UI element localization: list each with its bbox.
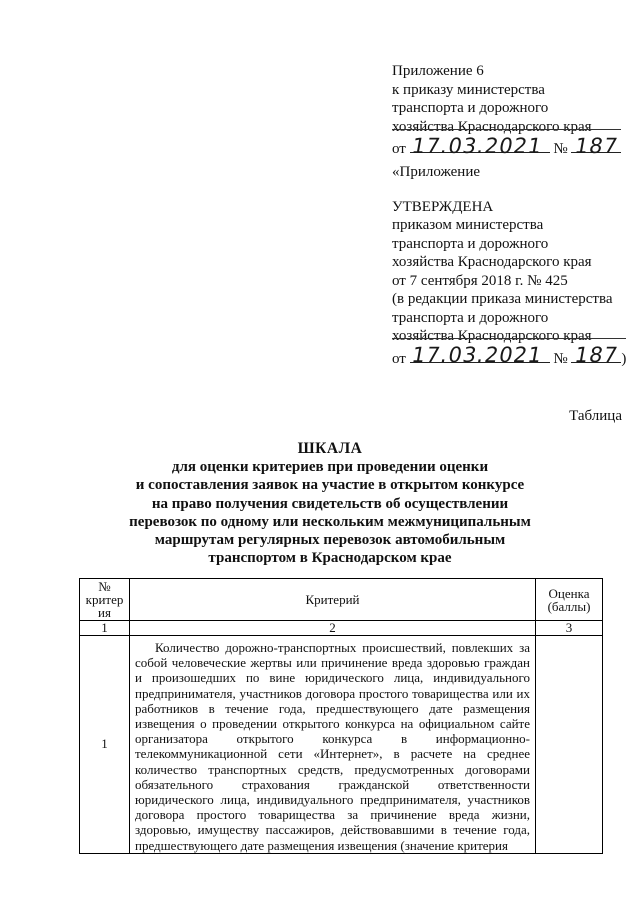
- date-prefix: от: [392, 141, 406, 157]
- approval-opening: «Приложение: [392, 164, 481, 180]
- appendix-line: Приложение 6: [392, 63, 484, 79]
- signature-stroke: [392, 129, 621, 130]
- criterion-text: Количество дорожно-транспортных происшествий, повлекших за собой человеческие жертвы или причинение вреда здоровью граждан и произошедших по вине юридического лица, индивидуального предпринимателя, участников договора простого товарищества или их работников в течение года, предшествующего дате размещения извещения о проведении открытого конкурса на официальном сайте организатора открытого конкурса в информационно-телекоммуникационной сети «Интернет», в расчете на среднее количество транспортных средств, предусмотренных договорами обязательного страхования гражданской ответственности юридического лица, индивидуального предпринимателя, участников договора простого товарищества за причинение вреда жизни, здоровью, имуществу пассажиров, действовавшими в течение года, предшествующего дате размещения извещения (значение критерия: [135, 640, 530, 853]
- appendix-date-line: [392, 133, 621, 159]
- header-score: [536, 579, 603, 621]
- appendix-line: к приказу министерства: [392, 81, 545, 98]
- criterion-cell: [130, 636, 536, 854]
- handwritten-date: 17.03.2021: [409, 343, 545, 367]
- handwritten-date: 17.03.2021: [409, 133, 545, 158]
- header-line: Оценка: [548, 585, 590, 601]
- signature-stroke: [392, 338, 626, 339]
- approval-approved: УТВЕРЖДЕНА: [392, 198, 494, 215]
- header-line: (баллы): [547, 598, 591, 614]
- handwritten-number: 187: [573, 133, 621, 158]
- number-field: [571, 343, 621, 367]
- closing-paren: ): [621, 350, 627, 367]
- approval-line-text: хозяйства Краснодарского края: [392, 328, 592, 344]
- title-line: на право получения свидетельств об осуществлении: [151, 495, 509, 512]
- appendix-line: транспорта и дорожного: [392, 100, 549, 116]
- title-main: ШКАЛА: [297, 440, 363, 457]
- title-line: транспортом в Краснодарском крае: [208, 550, 452, 567]
- approval-line: транспорта и дорожного: [392, 235, 549, 252]
- table-row: [80, 636, 603, 854]
- document-title: [110, 440, 550, 567]
- date-field: [409, 133, 550, 158]
- title-line: для оценки критериев при проведении оценки: [171, 459, 489, 476]
- number-prefix: №: [553, 350, 568, 367]
- approval-line: от 7 сентября 2018 г. № 425: [392, 272, 568, 289]
- handwritten-number: 187: [573, 343, 621, 367]
- approval-line: хозяйства Краснодарского края: [392, 254, 592, 270]
- criteria-table: [79, 578, 603, 854]
- table-header-row: [80, 579, 603, 621]
- header-line: критер: [85, 592, 124, 607]
- number-field: [571, 133, 621, 158]
- approval-line: приказом министерства: [392, 217, 544, 233]
- date-field: [409, 343, 550, 367]
- appendix-block: [392, 62, 621, 159]
- criterion-index: 1: [80, 636, 130, 854]
- date-prefix: от: [392, 350, 406, 367]
- approval-date-line: [392, 343, 627, 369]
- header-line: ия: [98, 605, 111, 620]
- table-label: Таблица: [569, 408, 622, 424]
- title-line: маршрутам регулярных перевозок автомобильным: [154, 532, 506, 549]
- column-number: 2: [130, 621, 536, 636]
- header-line: №: [98, 579, 111, 594]
- header-criterion: Критерий: [130, 579, 536, 621]
- column-number-row: [80, 621, 603, 636]
- number-prefix: №: [553, 141, 568, 157]
- approval-line: транспорта и дорожного: [392, 309, 549, 326]
- header-criterion-number: [80, 579, 130, 621]
- column-number: 1: [80, 621, 130, 636]
- score-cell: [536, 636, 603, 854]
- appendix-line-text: хозяйства Краснодарского края: [392, 118, 592, 135]
- column-number: 3: [536, 621, 603, 636]
- approval-block: [392, 163, 626, 368]
- approval-line: (в редакции приказа министерства: [392, 291, 613, 307]
- title-line: перевозок по одному или нескольким межмуниципальным: [129, 513, 531, 530]
- title-line: и сопоставления заявок на участие в открытом конкурсе: [135, 477, 525, 494]
